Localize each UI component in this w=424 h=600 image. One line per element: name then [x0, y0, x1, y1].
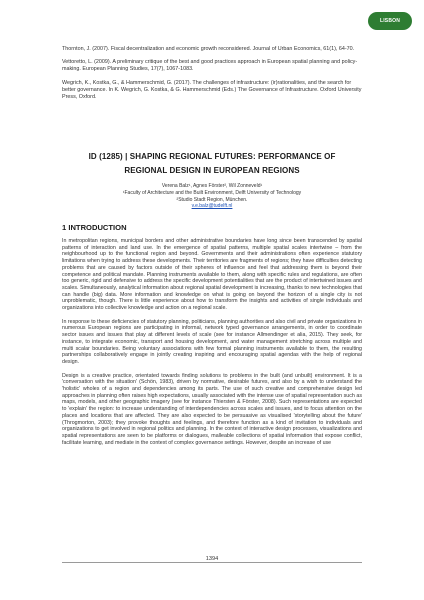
conference-logo [367, 10, 413, 32]
reference-entry: Wegrich, K., Kostka, G., & Hammerschmid, G. (2017). The challenges of infrastructure: (ir)rationalities, and the search for better governance. In K. Wegrich, G. Kostka, & G. Hammerschmid (Eds.) The Governance of Infrastructure. Oxford University Press, Oxford. [62, 79, 362, 101]
author-names: Verena Balz¹, Agnes Förster², Wil Zonneveld¹ [161, 183, 263, 189]
paragraph: In metropolitan regions, municipal borders and other administrative boundaries have long since been transcended by spatial patterns of interaction and land use. In the emergence of spatial patterns, multiple spatial scales intertwine – from the neighbourhood up to the functional region and beyond. Governments and their administrations often experience statutory limitations when trying to address these developments. Their territories are fragments of regions; they have difficulties detecting problems that are caused by factors outside of their spheres of influence and feel that addressing them is beyond their competence and political mandate. Planning instruments available to them, along with specific rules and regulations, are often too generic, rigid and defensive to address the specific development potentialities that are the product of intertwined issues and scales. Simultaneously, analytical information about regional spatial development is increasing, thanks to new technologies that can handle (big) data. More information and knowledge on what is going on beyond the horizon of a single city is not unproblematic, though. There is little experience about how to transform the insights and activities of single individuals and organizations into collective knowledge and action on a regional scale. [62, 238, 362, 312]
paragraph: In response to these deficiencies of statutory planning, politicians, planning authorities and also civil and private organizations in numerous European regions are participating in informal, network typed governance arrangements, in order to coordinate sector issues and issues that play at different levels of scale (see for instance Allmendinger et alia, 2015). They seek, for instance, to integrate economic, transport and housing development, and water management stretching across multiple and multi scalar boundaries. Being voluntary associations with few formal planning instruments available to them, the resulting partnerships collaboratively engage in jointly creating inspiring and encouraging spatial agendas with the help of regional design. [62, 318, 362, 365]
logo-badge: LISBON [368, 12, 412, 30]
paragraph: Design is a creative practice, orientated towards finding solutions to problems in the built (and unbuilt) environment. It is a 'conversation with the situation' (Schön, 1983), driven by normative, desirable futures, and also by a wish to understand the 'holistic' wholes of a region and dependencies among its parts. The use of such creative and comprehensive design led approaches in planning often raises high expectations, usually associated with the intense use of spatial representation such as maps, models, and other geographic imagery (see for instance Thiersten & Förster, 2008). Such representations are expected to 'explain' the region: to increase understanding of interdependencies across scales and issues, and to focus attention on the places and locations that are affected. They are also expected to be persuasive as visualised 'storytelling about the future' (Throgmorton, 2003); they provoke thoughts and feelings, and therefore function as a kind of invitation to individuals and organizations to get involved in regional politics and planning. In the context of interactive design processes, visualizations and spatial representations are seen to be platforms or dialogues, malleable collections of spatial information that expose conflict, facilitate learning, and mediate in the context of complex governance settings. However, despite an increase of use [62, 372, 362, 446]
body-text [62, 238, 362, 453]
reference-entry: Thornton, J. (2007). Fiscal decentralization and economic growth reconsidered. Journal of Urban Economics, 61(1), 64-70. [62, 46, 355, 52]
affiliation: ¹Faculty of Architecture and the Built Environment, Delft University of Technology [122, 189, 302, 196]
page-number: 1394 [205, 556, 219, 562]
paper-title [60, 150, 364, 178]
reference-list [62, 46, 362, 107]
paper-title-line: REGIONAL DESIGN IN EUROPEAN REGIONS [124, 166, 300, 175]
affiliation: ²Studio Stadt Region, München. [176, 196, 248, 203]
reference-entry: Vettoretto, L. (2009). A preliminary critique of the best and good practices approach in European spatial planning and policy-making. European Planning Studies, 17(7), 1067-1083. [62, 59, 358, 73]
paper-title-line: ID (1285) | SHAPING REGIONAL FUTURES: PERFORMANCE OF [88, 152, 336, 161]
author-email-link[interactable]: v.e.balz@tudelft.nl [191, 203, 233, 210]
section-heading: 1 INTRODUCTION [62, 223, 127, 232]
author-block [62, 183, 362, 210]
footer-divider [62, 562, 362, 563]
